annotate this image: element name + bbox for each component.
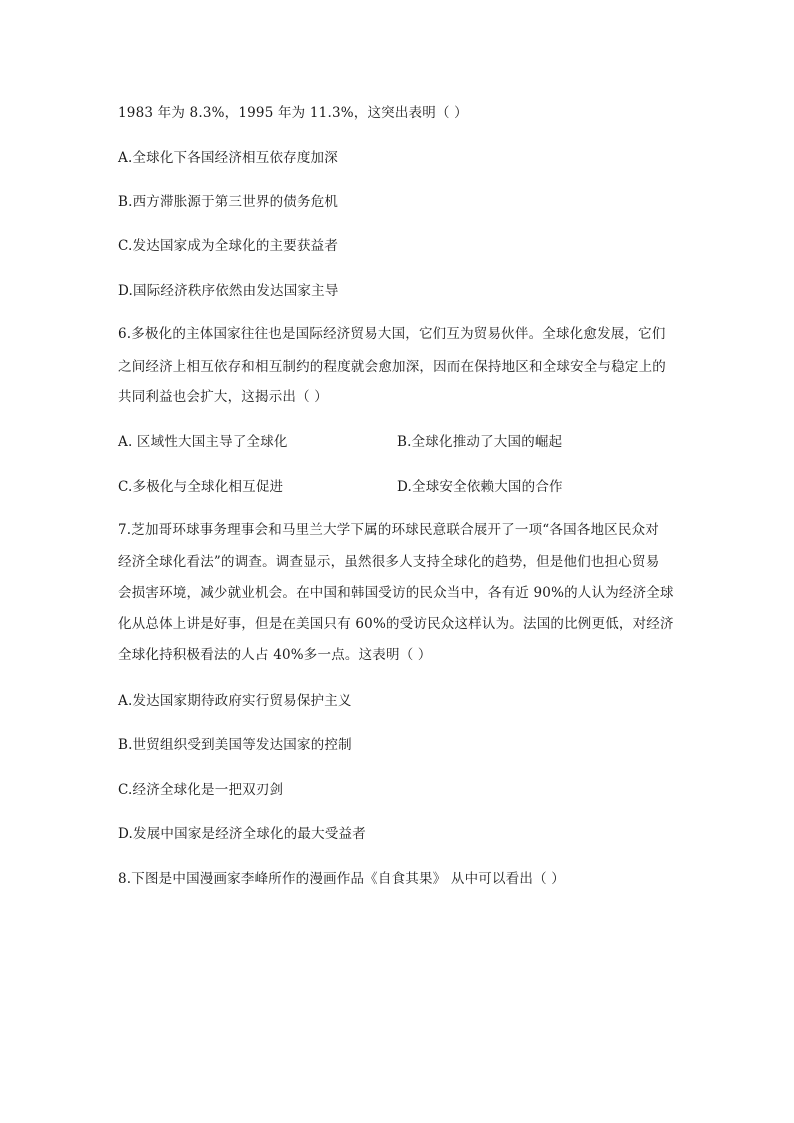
- q5-option-d: D.国际经济秩序依然由发达国家主导: [118, 283, 339, 299]
- q7-option-c: C.经济全球化是一把双刃剑: [118, 782, 284, 798]
- q6-stem-line-2: 之间经济上相互依存和相互制约的程度就会愈加深，因而在保持地区和全球安全与稳定上的: [118, 359, 666, 375]
- q7-stem-line-4: 化从总体上讲是好事，但是在美国只有 60%的受访民众这样认为。法国的比例更低，对经济: [118, 616, 674, 632]
- q6-option-a: A. 区域性大国主导了全球化: [118, 434, 288, 450]
- q6-option-d: D.全球安全依赖大国的合作: [397, 479, 563, 495]
- q5-option-c: C.发达国家成为全球化的主要获益者: [118, 238, 339, 254]
- q7-option-d: D.发展中国家是经济全球化的最大受益者: [118, 826, 366, 842]
- q7-stem-line-5: 全球化持积极看法的人占 40%多一点。这表明（ ）: [118, 647, 432, 663]
- q5-option-a: A.全球化下各国经济相互依存度加深: [118, 150, 338, 166]
- q8-stem: 8.下图是中国漫画家李峰所作的漫画作品《自食其果》 从中可以看出（ ）: [118, 871, 565, 887]
- q7-option-b: B.世贸组织受到美国等发达国家的控制: [118, 737, 352, 753]
- q6-option-b: B.全球化推动了大国的崛起: [397, 434, 563, 450]
- q6-option-c: C.多极化与全球化相互促进: [118, 479, 284, 495]
- q5-stem-tail: 1983 年为 8.3%，1995 年为 11.3%，这突出表明（ ）: [118, 105, 468, 121]
- q7-option-a: A.发达国家期待政府实行贸易保护主义: [118, 693, 352, 709]
- q5-option-b: B.西方滞胀源于第三世界的债务危机: [118, 194, 339, 210]
- q7-stem-line-1: 7.芝加哥环球事务理事会和马里兰大学下属的环球民意联合展开了一项“各国各地区民众对: [118, 522, 659, 538]
- q6-stem-line-3: 共同利益也会扩大，这揭示出（ ）: [118, 389, 328, 405]
- q6-stem-line-1: 6.多极化的主体国家往往也是国际经济贸易大国，它们互为贸易伙伴。全球化愈发展，它们: [118, 326, 666, 342]
- q7-stem-line-2: 经济全球化看法”的调查。调查显示，虽然很多人支持全球化的趋势，但是他们也担心贸易: [118, 554, 660, 570]
- q7-stem-line-3: 会损害环境，减少就业机会。在中国和韩国受访的民众当中，各有近 90%的人认为经济全球: [118, 585, 674, 601]
